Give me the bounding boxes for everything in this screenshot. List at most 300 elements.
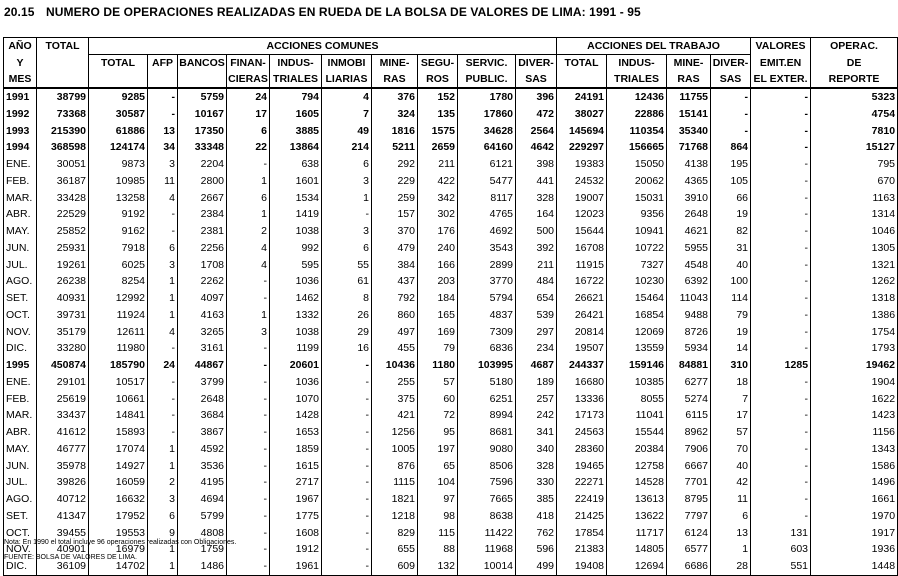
table-cell: 1759 — [178, 541, 227, 558]
table-cell: 2648 — [178, 391, 227, 408]
table-cell: 1 — [711, 541, 751, 558]
table-cell: 384 — [372, 257, 418, 274]
table-cell: 57 — [418, 374, 458, 391]
table-cell: 145694 — [557, 123, 607, 140]
table-cell: 2648 — [667, 206, 711, 223]
table-cell: - — [148, 391, 178, 408]
table-cell: 25931 — [37, 240, 89, 257]
table-cell: 229297 — [557, 139, 607, 156]
table-cell: 11 — [711, 491, 751, 508]
table-cell: 64160 — [458, 139, 516, 156]
header-servic: SERVIC. — [458, 55, 516, 72]
table-cell: 12436 — [607, 88, 667, 106]
table-number: 20.15 — [4, 5, 35, 19]
header-diversas: DIVER- — [516, 55, 557, 72]
header-valores-3: EL EXTER. — [751, 71, 811, 88]
table-cell: 8994 — [458, 407, 516, 424]
cell-mes: 1995 — [4, 357, 37, 374]
table-cell: 10014 — [458, 558, 516, 575]
table-cell: 1180 — [418, 357, 458, 374]
table-cell: 1780 — [458, 88, 516, 106]
table-cell: 6 — [227, 190, 270, 207]
table-cell: - — [322, 424, 372, 441]
table-cell: 11915 — [557, 257, 607, 274]
table-cell: 1601 — [270, 173, 322, 190]
table-cell: - — [751, 139, 811, 156]
table-cell: 2659 — [418, 139, 458, 156]
table-cell: - — [227, 340, 270, 357]
table-cell: 19462 — [811, 357, 898, 374]
cell-mes: OCT. — [4, 525, 37, 542]
table-cell: 19553 — [89, 525, 148, 542]
table-cell: 1 — [148, 307, 178, 324]
table-cell: 33348 — [178, 139, 227, 156]
table-cell: 24191 — [557, 88, 607, 106]
table-cell: 25619 — [37, 391, 89, 408]
table-cell: - — [322, 407, 372, 424]
table-row — [4, 307, 898, 324]
table-cell: - — [751, 273, 811, 290]
table-cell: 34628 — [458, 123, 516, 140]
table-cell: 115 — [418, 525, 458, 542]
table-cell: - — [751, 491, 811, 508]
table-cell: 1 — [148, 558, 178, 575]
table-cell: 12758 — [607, 458, 667, 475]
table-cell: 1423 — [811, 407, 898, 424]
table-body — [4, 88, 898, 575]
table-cell: 5799 — [178, 508, 227, 525]
table-cell: 3 — [148, 156, 178, 173]
table-cell: 41347 — [37, 508, 89, 525]
cell-mes: ENE. — [4, 374, 37, 391]
header-operac-3: REPORTE — [811, 71, 898, 88]
table-cell: 13 — [148, 123, 178, 140]
cell-mes: JUN. — [4, 458, 37, 475]
table-cell: 16722 — [557, 273, 607, 290]
table-cell: 19383 — [557, 156, 607, 173]
table-cell: 4 — [227, 257, 270, 274]
table-cell: 55 — [322, 257, 372, 274]
table-cell: 342 — [418, 190, 458, 207]
table-cell: 19 — [711, 324, 751, 341]
table-cell: 654 — [516, 290, 557, 307]
table-cell: 8962 — [667, 424, 711, 441]
table-cell: 4365 — [667, 173, 711, 190]
table-cell: 214 — [322, 139, 372, 156]
table-cell: 1070 — [270, 391, 322, 408]
table-cell: 61 — [322, 273, 372, 290]
header-valores: VALORES — [751, 38, 811, 55]
table-cell: 4195 — [178, 474, 227, 491]
table-cell: 4 — [148, 324, 178, 341]
table-cell: - — [148, 407, 178, 424]
table-cell: 8 — [322, 290, 372, 307]
header-trabajo-total: TOTAL — [557, 55, 607, 72]
table-cell: 7327 — [607, 257, 667, 274]
table-cell: - — [751, 173, 811, 190]
table-cell: 4621 — [667, 223, 711, 240]
table-cell: - — [751, 474, 811, 491]
table-cell: 15050 — [607, 156, 667, 173]
table-cell: 16854 — [607, 307, 667, 324]
table-cell: 11968 — [458, 541, 516, 558]
table-cell: 35978 — [37, 458, 89, 475]
table-cell: 1 — [322, 190, 372, 207]
table-cell: - — [322, 558, 372, 575]
table-cell: 551 — [751, 558, 811, 575]
table-cell: - — [751, 458, 811, 475]
table-cell: 184 — [418, 290, 458, 307]
table-cell: - — [322, 491, 372, 508]
table-cell: 17952 — [89, 508, 148, 525]
table-cell: 20062 — [607, 173, 667, 190]
header-y: Y — [4, 55, 37, 72]
table-cell: 33428 — [37, 190, 89, 207]
table-cell: 341 — [516, 424, 557, 441]
table-cell: 28 — [711, 558, 751, 575]
table-cell: 16 — [322, 340, 372, 357]
table-cell: 2 — [227, 223, 270, 240]
table-cell: 4808 — [178, 525, 227, 542]
table-cell: - — [751, 407, 811, 424]
table-cell: 98 — [418, 508, 458, 525]
table-cell: - — [148, 88, 178, 106]
table-cell: 21383 — [557, 541, 607, 558]
table-cell: 13 — [711, 525, 751, 542]
table-cell: 197 — [418, 441, 458, 458]
header-comunes-total: TOTAL — [89, 55, 148, 72]
table-cell: 11717 — [607, 525, 667, 542]
table-row — [4, 257, 898, 274]
table-cell: 10722 — [607, 240, 667, 257]
table-cell: - — [227, 374, 270, 391]
table-cell: 794 — [270, 88, 322, 106]
table-cell: - — [751, 190, 811, 207]
table-cell: - — [148, 223, 178, 240]
table-cell: 14805 — [607, 541, 667, 558]
table-cell: 15141 — [667, 106, 711, 123]
table-cell: 8254 — [89, 273, 148, 290]
table-cell: 3 — [227, 324, 270, 341]
table-cell: 500 — [516, 223, 557, 240]
table-cell: 860 — [372, 307, 418, 324]
table-cell: 328 — [516, 190, 557, 207]
table-cell: 10517 — [89, 374, 148, 391]
table-cell: 79 — [711, 307, 751, 324]
table-cell: 10941 — [607, 223, 667, 240]
table-cell: 5934 — [667, 340, 711, 357]
table-cell: 3543 — [458, 240, 516, 257]
table-cell: 2256 — [178, 240, 227, 257]
table-cell: 1256 — [372, 424, 418, 441]
table-cell: 9873 — [89, 156, 148, 173]
table-cell: 14 — [711, 340, 751, 357]
table-cell: 15544 — [607, 424, 667, 441]
table-cell: 1775 — [270, 508, 322, 525]
table-cell: 11422 — [458, 525, 516, 542]
table-cell: 8506 — [458, 458, 516, 475]
table-cell: 15464 — [607, 290, 667, 307]
table-cell: 242 — [516, 407, 557, 424]
cell-mes: OCT. — [4, 307, 37, 324]
table-cell: 4163 — [178, 307, 227, 324]
table-cell: 7 — [322, 106, 372, 123]
table-cell: 22886 — [607, 106, 667, 123]
cell-mes: ABR. — [4, 206, 37, 223]
table-cell: 12694 — [607, 558, 667, 575]
table-cell: 1821 — [372, 491, 418, 508]
table-cell: 4692 — [458, 223, 516, 240]
table-cell: 1343 — [811, 441, 898, 458]
table-cell: 40 — [711, 257, 751, 274]
table-cell: 1428 — [270, 407, 322, 424]
table-cell: 595 — [270, 257, 322, 274]
table-cell: 10230 — [607, 273, 667, 290]
table-cell: 12023 — [557, 206, 607, 223]
table-title: NUMERO DE OPERACIONES REALIZADAS EN RUEDA DE LA BOLSA DE VALORES DE LIMA: 1991 - 95 — [45, 5, 641, 19]
table-cell: 330 — [516, 474, 557, 491]
table-cell: 1419 — [270, 206, 322, 223]
table-cell: 7701 — [667, 474, 711, 491]
table-row — [4, 324, 898, 341]
table-cell: 257 — [516, 391, 557, 408]
table-cell: 131 — [751, 525, 811, 542]
table-cell: 5323 — [811, 88, 898, 106]
table-cell: 70 — [711, 441, 751, 458]
operations-table — [3, 37, 898, 576]
table-row — [4, 139, 898, 156]
table-cell: - — [322, 458, 372, 475]
table-cell: - — [751, 324, 811, 341]
table-cell: 655 — [372, 541, 418, 558]
table-cell: - — [322, 525, 372, 542]
source-note: FUENTE: BOLSA DE VALORES DE LIMA. — [4, 554, 137, 561]
table-cell: 9162 — [89, 223, 148, 240]
header-trabajo-industriales-2: TRIALES — [607, 71, 667, 88]
table-cell: 157 — [372, 206, 418, 223]
table-cell: 418 — [516, 508, 557, 525]
table-cell: - — [322, 508, 372, 525]
table-cell: 6124 — [667, 525, 711, 542]
table-cell: 20601 — [270, 357, 322, 374]
table-cell: 603 — [751, 541, 811, 558]
table-cell: 6686 — [667, 558, 711, 575]
table-cell: 39731 — [37, 307, 89, 324]
table-cell: 1462 — [270, 290, 322, 307]
table-cell: 29 — [322, 324, 372, 341]
table-cell: 28360 — [557, 441, 607, 458]
table-cell: 16708 — [557, 240, 607, 257]
header-trabajo-diversas: DIVER- — [711, 55, 751, 72]
table-cell: 1912 — [270, 541, 322, 558]
table-cell: 297 — [516, 324, 557, 341]
table-cell: 33437 — [37, 407, 89, 424]
header-servic-2: PUBLIC. — [458, 71, 516, 88]
table-cell: 10167 — [178, 106, 227, 123]
table-cell: 61886 — [89, 123, 148, 140]
table-cell: 5955 — [667, 240, 711, 257]
table-cell: 10436 — [372, 357, 418, 374]
table-cell: 368598 — [37, 139, 89, 156]
page-title — [4, 5, 641, 19]
table-cell: 5274 — [667, 391, 711, 408]
header-mineras: MINE- — [372, 55, 418, 72]
table-cell: 22419 — [557, 491, 607, 508]
table-cell: - — [227, 541, 270, 558]
table-cell: - — [751, 441, 811, 458]
table-cell: 1386 — [811, 307, 898, 324]
header-afp: AFP — [148, 55, 178, 72]
table-cell: 13258 — [89, 190, 148, 207]
table-row — [4, 508, 898, 525]
table-cell: 375 — [372, 391, 418, 408]
table-cell: 185790 — [89, 357, 148, 374]
table-cell: 1005 — [372, 441, 418, 458]
table-cell: 19408 — [557, 558, 607, 575]
table-cell: 152 — [418, 88, 458, 106]
table-cell: 36187 — [37, 173, 89, 190]
table-cell: 3536 — [178, 458, 227, 475]
table-cell: 7797 — [667, 508, 711, 525]
cell-mes: ABR. — [4, 424, 37, 441]
table-cell: 17854 — [557, 525, 607, 542]
table-cell: 44867 — [178, 357, 227, 374]
table-cell: 1615 — [270, 458, 322, 475]
table-cell: 14927 — [89, 458, 148, 475]
table-row — [4, 88, 898, 106]
table-cell: 4097 — [178, 290, 227, 307]
table-cell: - — [227, 357, 270, 374]
table-row — [4, 240, 898, 257]
table-cell: 9192 — [89, 206, 148, 223]
table-cell: - — [711, 88, 751, 106]
table-cell: 104 — [418, 474, 458, 491]
table-cell: - — [148, 106, 178, 123]
table-cell: 2667 — [178, 190, 227, 207]
table-cell: 19007 — [557, 190, 607, 207]
footnote: Nota: En 1990 el total incluye 96 operaciones realizadas con Obligaciones. — [4, 539, 237, 546]
table-cell: 1 — [148, 273, 178, 290]
table-cell: 16680 — [557, 374, 607, 391]
table-cell: 1 — [148, 458, 178, 475]
table-cell: 46777 — [37, 441, 89, 458]
table-cell: 450874 — [37, 357, 89, 374]
table-cell: 2204 — [178, 156, 227, 173]
table-cell: 3161 — [178, 340, 227, 357]
table-cell: 292 — [372, 156, 418, 173]
table-cell: - — [751, 257, 811, 274]
table-cell: 539 — [516, 307, 557, 324]
table-cell: 3 — [322, 223, 372, 240]
table-cell: 3265 — [178, 324, 227, 341]
table-cell: 4138 — [667, 156, 711, 173]
header-financieras-2: CIERAS — [227, 71, 270, 88]
cell-mes: NOV. — [4, 324, 37, 341]
table-cell: 1218 — [372, 508, 418, 525]
table-cell: 60 — [418, 391, 458, 408]
cell-mes: 1991 — [4, 88, 37, 106]
table-cell: 6025 — [89, 257, 148, 274]
table-cell: - — [227, 458, 270, 475]
table-cell: 422 — [418, 173, 458, 190]
table-cell: - — [751, 240, 811, 257]
table-cell: 6 — [227, 123, 270, 140]
table-cell: 42 — [711, 474, 751, 491]
table-cell: - — [751, 391, 811, 408]
table-cell: 31 — [711, 240, 751, 257]
table-cell: 829 — [372, 525, 418, 542]
table-cell: - — [711, 106, 751, 123]
cell-mes: AGO. — [4, 491, 37, 508]
header-inmobiliarias-2: LIARIAS — [322, 71, 372, 88]
header-trabajo-diversas-2: SAS — [711, 71, 751, 88]
table-cell: 4687 — [516, 357, 557, 374]
table-cell: 13559 — [607, 340, 667, 357]
table-cell: - — [227, 441, 270, 458]
cell-mes: 1994 — [4, 139, 37, 156]
table-cell: 10985 — [89, 173, 148, 190]
table-cell: 12069 — [607, 324, 667, 341]
header-valores-2: EMIT.EN — [751, 55, 811, 72]
table-row — [4, 206, 898, 223]
table-cell: 40712 — [37, 491, 89, 508]
table-cell: 11924 — [89, 307, 148, 324]
table-cell: 4642 — [516, 139, 557, 156]
table-cell: - — [751, 307, 811, 324]
table-cell: 24532 — [557, 173, 607, 190]
header-mes: MES — [4, 71, 37, 88]
table-cell: 6836 — [458, 340, 516, 357]
table-cell: 7906 — [667, 441, 711, 458]
table-cell: 638 — [270, 156, 322, 173]
table-cell: 26621 — [557, 290, 607, 307]
table-cell: 1967 — [270, 491, 322, 508]
table-cell: 1285 — [751, 357, 811, 374]
table-cell: 9 — [148, 525, 178, 542]
table-cell: 1305 — [811, 240, 898, 257]
cell-mes: FEB. — [4, 173, 37, 190]
table-row — [4, 190, 898, 207]
table-cell: 215390 — [37, 123, 89, 140]
header-anio: AÑO — [4, 38, 37, 55]
table-cell: 19507 — [557, 340, 607, 357]
table-cell: 11041 — [607, 407, 667, 424]
table-cell: 9356 — [607, 206, 667, 223]
table-cell: - — [227, 491, 270, 508]
table-cell: 255 — [372, 374, 418, 391]
table-cell: 16059 — [89, 474, 148, 491]
table-cell: 3799 — [178, 374, 227, 391]
table-cell: 65 — [418, 458, 458, 475]
table-cell: 864 — [711, 139, 751, 156]
table-cell: 1314 — [811, 206, 898, 223]
header-trabajo-mineras: MINE- — [667, 55, 711, 72]
table-cell: 6 — [322, 156, 372, 173]
table-cell: 16632 — [89, 491, 148, 508]
table-cell: 38027 — [557, 106, 607, 123]
table-cell: 11755 — [667, 88, 711, 106]
table-cell: 1 — [148, 290, 178, 307]
table-cell: - — [227, 424, 270, 441]
table-cell: 1 — [148, 541, 178, 558]
table-cell: 1961 — [270, 558, 322, 575]
table-cell: 795 — [811, 156, 898, 173]
table-cell: 484 — [516, 273, 557, 290]
table-cell: 39826 — [37, 474, 89, 491]
table-cell: 244337 — [557, 357, 607, 374]
table-cell: 4 — [148, 190, 178, 207]
table-cell: 40 — [711, 458, 751, 475]
